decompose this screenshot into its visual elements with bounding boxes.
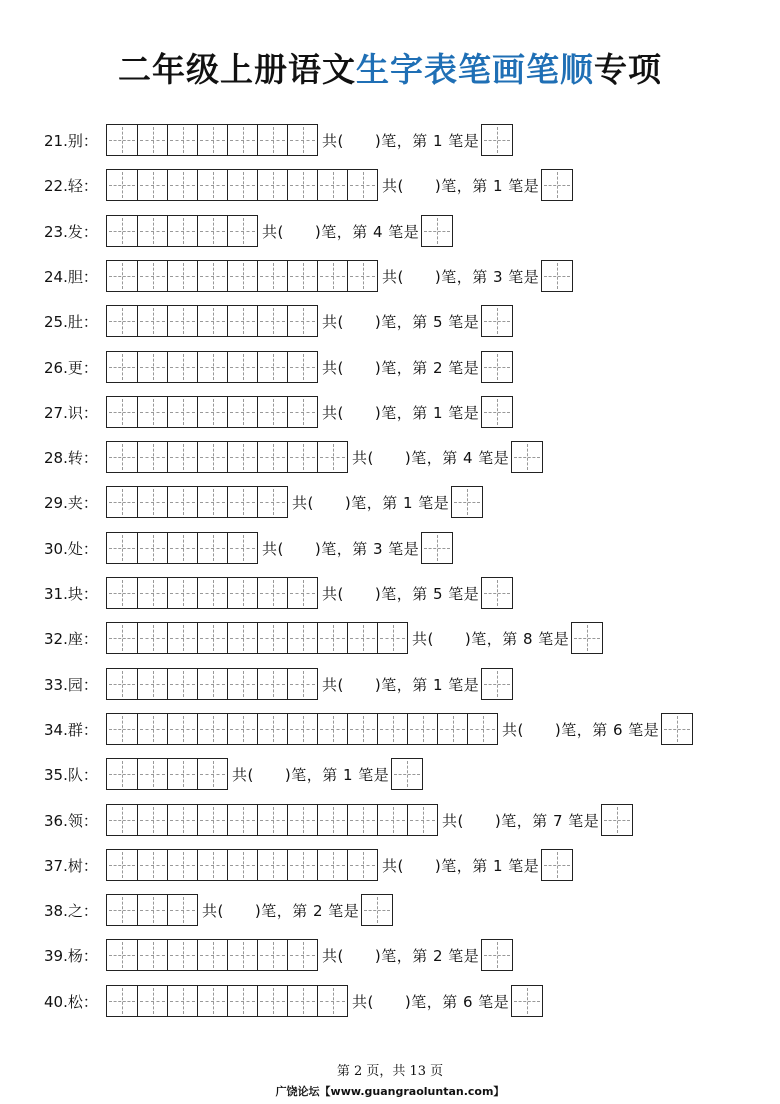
writing-cell[interactable] (227, 170, 257, 200)
answer-cell[interactable] (512, 986, 542, 1016)
exercise-label: 34.群： (44, 720, 98, 739)
stroke-order-grid[interactable] (106, 351, 318, 383)
stroke-order-grid[interactable] (106, 532, 258, 564)
writing-cell[interactable] (197, 850, 227, 880)
writing-cell[interactable] (167, 125, 197, 155)
writing-cell[interactable] (107, 578, 137, 608)
writing-cell[interactable] (107, 850, 137, 880)
stroke-question: 共( )笔，第 1 笔是 (232, 765, 390, 784)
writing-cell[interactable] (197, 216, 227, 246)
writing-cell[interactable] (257, 940, 287, 970)
answer-cell[interactable] (512, 442, 542, 472)
writing-cell[interactable] (257, 669, 287, 699)
title-part3: 专项 (594, 50, 662, 89)
writing-cell[interactable] (107, 125, 137, 155)
writing-cell[interactable] (377, 714, 407, 744)
exercise-label: 38.之： (44, 901, 98, 920)
answer-cell[interactable] (482, 940, 512, 970)
writing-cell[interactable] (437, 714, 467, 744)
writing-cell[interactable] (227, 669, 257, 699)
stroke-order-grid[interactable] (106, 622, 408, 654)
writing-cell[interactable] (287, 986, 317, 1016)
answer-cell[interactable] (392, 759, 422, 789)
answer-cell[interactable] (542, 261, 572, 291)
writing-cell[interactable] (197, 759, 227, 789)
writing-cell[interactable] (107, 306, 137, 336)
writing-cell[interactable] (137, 352, 167, 382)
exercise-row (44, 713, 693, 745)
writing-cell[interactable] (227, 306, 257, 336)
stroke-question: 共( )笔，第 1 笔是 (292, 493, 450, 512)
writing-cell[interactable] (167, 578, 197, 608)
writing-cell[interactable] (287, 125, 317, 155)
stroke-order-grid[interactable] (106, 713, 498, 745)
stroke-question: 共( )笔，第 5 笔是 (322, 584, 480, 603)
writing-cell[interactable] (167, 352, 197, 382)
writing-cell[interactable] (347, 261, 377, 291)
writing-cell[interactable] (137, 533, 167, 563)
writing-cell[interactable] (377, 623, 407, 653)
stroke-order-grid[interactable] (106, 169, 378, 201)
writing-cell[interactable] (137, 986, 167, 1016)
stroke-order-grid[interactable] (106, 758, 228, 790)
exercise-label: 25.肚： (44, 312, 98, 331)
answer-cell[interactable] (362, 895, 392, 925)
answer-cell[interactable] (422, 533, 452, 563)
exercise-row (44, 486, 483, 518)
answer-box[interactable] (481, 396, 513, 428)
writing-cell[interactable] (107, 442, 137, 472)
writing-cell[interactable] (197, 623, 227, 653)
exercise-label: 36.领： (44, 811, 98, 830)
stroke-order-grid[interactable] (106, 577, 318, 609)
writing-cell[interactable] (107, 397, 137, 427)
stroke-question: 共( )笔，第 8 笔是 (412, 629, 570, 648)
writing-cell[interactable] (287, 669, 317, 699)
answer-box[interactable] (541, 169, 573, 201)
writing-cell[interactable] (137, 216, 167, 246)
writing-cell[interactable] (257, 623, 287, 653)
exercise-label: 40.松： (44, 992, 98, 1011)
stroke-order-grid[interactable] (106, 985, 348, 1017)
writing-cell[interactable] (287, 850, 317, 880)
writing-cell[interactable] (347, 850, 377, 880)
stroke-question: 共( )笔，第 3 笔是 (262, 539, 420, 558)
stroke-order-grid[interactable] (106, 486, 288, 518)
writing-cell[interactable] (317, 623, 347, 653)
writing-cell[interactable] (317, 805, 347, 835)
writing-cell[interactable] (347, 170, 377, 200)
writing-cell[interactable] (197, 805, 227, 835)
answer-cell[interactable] (482, 397, 512, 427)
writing-cell[interactable] (167, 261, 197, 291)
writing-cell[interactable] (107, 261, 137, 291)
writing-cell[interactable] (257, 487, 287, 517)
writing-cell[interactable] (107, 669, 137, 699)
writing-cell[interactable] (317, 714, 347, 744)
writing-cell[interactable] (227, 850, 257, 880)
writing-cell[interactable] (227, 125, 257, 155)
writing-cell[interactable] (347, 623, 377, 653)
writing-cell[interactable] (167, 216, 197, 246)
stroke-question: 共( )笔，第 6 笔是 (352, 992, 510, 1011)
writing-cell[interactable] (167, 986, 197, 1016)
answer-cell[interactable] (662, 714, 692, 744)
writing-cell[interactable] (137, 487, 167, 517)
writing-cell[interactable] (197, 533, 227, 563)
stroke-question: 共( )笔，第 1 笔是 (382, 176, 540, 195)
answer-cell[interactable] (482, 306, 512, 336)
stroke-order-grid[interactable] (106, 215, 258, 247)
writing-cell[interactable] (287, 940, 317, 970)
answer-box[interactable] (481, 351, 513, 383)
stroke-order-grid[interactable] (106, 849, 378, 881)
writing-cell[interactable] (137, 669, 167, 699)
writing-cell[interactable] (137, 170, 167, 200)
exercise-label: 26.更： (44, 358, 98, 377)
answer-box[interactable] (451, 486, 483, 518)
writing-cell[interactable] (227, 261, 257, 291)
writing-cell[interactable] (227, 533, 257, 563)
writing-cell[interactable] (257, 352, 287, 382)
writing-cell[interactable] (167, 805, 197, 835)
exercise-row (44, 804, 633, 836)
stroke-question: 共( )笔，第 7 笔是 (442, 811, 600, 830)
exercise-row (44, 894, 393, 926)
stroke-order-grid[interactable] (106, 260, 378, 292)
writing-cell[interactable] (227, 940, 257, 970)
stroke-order-grid[interactable] (106, 804, 438, 836)
writing-cell[interactable] (257, 170, 287, 200)
exercise-row (44, 985, 543, 1017)
answer-cell[interactable] (452, 487, 482, 517)
stroke-question: 共( )笔，第 1 笔是 (382, 856, 540, 875)
stroke-question: 共( )笔，第 1 笔是 (322, 675, 480, 694)
writing-cell[interactable] (107, 986, 137, 1016)
exercise-label: 37.树： (44, 856, 98, 875)
stroke-question: 共( )笔，第 1 笔是 (322, 403, 480, 422)
writing-cell[interactable] (347, 805, 377, 835)
answer-box[interactable] (481, 305, 513, 337)
writing-cell[interactable] (167, 442, 197, 472)
writing-cell[interactable] (227, 986, 257, 1016)
writing-cell[interactable] (287, 261, 317, 291)
writing-cell[interactable] (197, 261, 227, 291)
exercise-label: 32.座： (44, 629, 98, 648)
stroke-question: 共( )笔，第 2 笔是 (322, 358, 480, 377)
writing-cell[interactable] (287, 805, 317, 835)
stroke-order-grid[interactable] (106, 441, 348, 473)
writing-cell[interactable] (167, 940, 197, 970)
writing-cell[interactable] (227, 442, 257, 472)
writing-cell[interactable] (197, 352, 227, 382)
stroke-question: 共( )笔，第 6 笔是 (502, 720, 660, 739)
writing-cell[interactable] (197, 306, 227, 336)
writing-cell[interactable] (317, 442, 347, 472)
writing-cell[interactable] (227, 216, 257, 246)
writing-cell[interactable] (107, 895, 137, 925)
writing-cell[interactable] (227, 487, 257, 517)
writing-cell[interactable] (287, 306, 317, 336)
writing-cell[interactable] (257, 397, 287, 427)
writing-cell[interactable] (167, 759, 197, 789)
answer-box[interactable] (481, 668, 513, 700)
writing-cell[interactable] (317, 850, 347, 880)
writing-cell[interactable] (137, 623, 167, 653)
writing-cell[interactable] (257, 125, 287, 155)
writing-cell[interactable] (287, 352, 317, 382)
writing-cell[interactable] (167, 397, 197, 427)
writing-cell[interactable] (197, 986, 227, 1016)
writing-cell[interactable] (137, 306, 167, 336)
answer-box[interactable] (391, 758, 423, 790)
writing-cell[interactable] (107, 170, 137, 200)
writing-cell[interactable] (317, 986, 347, 1016)
stroke-order-grid[interactable] (106, 894, 198, 926)
exercise-row (44, 124, 513, 156)
writing-cell[interactable] (107, 487, 137, 517)
answer-cell[interactable] (602, 805, 632, 835)
writing-cell[interactable] (287, 397, 317, 427)
answer-cell[interactable] (482, 578, 512, 608)
answer-cell[interactable] (422, 216, 452, 246)
writing-cell[interactable] (107, 759, 137, 789)
exercise-label: 33.园： (44, 675, 98, 694)
exercise-label: 30.处： (44, 539, 98, 558)
writing-cell[interactable] (197, 714, 227, 744)
exercise-row (44, 351, 513, 383)
writing-cell[interactable] (257, 578, 287, 608)
writing-cell[interactable] (197, 940, 227, 970)
answer-cell[interactable] (542, 850, 572, 880)
writing-cell[interactable] (257, 442, 287, 472)
writing-cell[interactable] (167, 623, 197, 653)
writing-cell[interactable] (197, 442, 227, 472)
writing-cell[interactable] (347, 714, 377, 744)
writing-cell[interactable] (167, 714, 197, 744)
exercise-row (44, 396, 513, 428)
stroke-order-grid[interactable] (106, 124, 318, 156)
exercise-row (44, 532, 453, 564)
writing-cell[interactable] (197, 578, 227, 608)
exercise-row (44, 215, 453, 247)
writing-cell[interactable] (257, 850, 287, 880)
page-number: 第 2 页，共 13 页 (336, 1064, 444, 1079)
answer-box[interactable] (601, 804, 633, 836)
writing-cell[interactable] (257, 986, 287, 1016)
writing-cell[interactable] (197, 397, 227, 427)
answer-cell[interactable] (482, 125, 512, 155)
writing-cell[interactable] (257, 805, 287, 835)
stroke-question: 共( )笔，第 4 笔是 (352, 448, 510, 467)
writing-cell[interactable] (137, 940, 167, 970)
stroke-order-grid[interactable] (106, 396, 318, 428)
exercise-row (44, 260, 573, 292)
answer-cell[interactable] (482, 352, 512, 382)
answer-box[interactable] (511, 985, 543, 1017)
exercise-row (44, 577, 513, 609)
answer-box[interactable] (481, 124, 513, 156)
answer-box[interactable] (541, 260, 573, 292)
writing-cell[interactable] (137, 850, 167, 880)
answer-cell[interactable] (572, 623, 602, 653)
writing-cell[interactable] (287, 170, 317, 200)
stroke-order-grid[interactable] (106, 939, 318, 971)
answer-box[interactable] (481, 939, 513, 971)
writing-cell[interactable] (287, 442, 317, 472)
exercise-label: 31.块： (44, 584, 98, 603)
exercise-label: 28.转： (44, 448, 98, 467)
writing-cell[interactable] (257, 306, 287, 336)
writing-cell[interactable] (107, 805, 137, 835)
answer-box[interactable] (421, 532, 453, 564)
exercise-row (44, 849, 573, 881)
answer-box[interactable] (571, 622, 603, 654)
writing-cell[interactable] (167, 533, 197, 563)
writing-cell[interactable] (197, 487, 227, 517)
exercise-label: 21.别： (44, 131, 98, 150)
stroke-order-grid[interactable] (106, 305, 318, 337)
writing-cell[interactable] (377, 805, 407, 835)
writing-cell[interactable] (197, 669, 227, 699)
exercise-row (44, 758, 423, 790)
writing-cell[interactable] (137, 125, 167, 155)
exercise-row (44, 668, 513, 700)
answer-box[interactable] (361, 894, 393, 926)
writing-cell[interactable] (107, 714, 137, 744)
writing-cell[interactable] (137, 442, 167, 472)
site-credit: 广饶论坛【www.guangraoluntan.com】 (275, 1085, 505, 1098)
exercise-label: 23.发： (44, 222, 98, 241)
stroke-question: 共( )笔，第 2 笔是 (202, 901, 360, 920)
writing-cell[interactable] (107, 533, 137, 563)
writing-cell[interactable] (167, 487, 197, 517)
writing-cell[interactable] (407, 714, 437, 744)
writing-cell[interactable] (107, 216, 137, 246)
answer-cell[interactable] (482, 669, 512, 699)
writing-cell[interactable] (317, 170, 347, 200)
exercise-row (44, 169, 573, 201)
title-part2: 生字表笔画笔顺 (356, 50, 594, 89)
writing-cell[interactable] (107, 940, 137, 970)
exercise-row (44, 939, 513, 971)
answer-box[interactable] (661, 713, 693, 745)
stroke-question: 共( )笔，第 1 笔是 (322, 131, 480, 150)
writing-cell[interactable] (137, 714, 167, 744)
writing-cell[interactable] (227, 714, 257, 744)
writing-cell[interactable] (227, 623, 257, 653)
writing-cell[interactable] (227, 805, 257, 835)
writing-cell[interactable] (227, 578, 257, 608)
exercise-label: 35.队： (44, 765, 98, 784)
writing-cell[interactable] (137, 397, 167, 427)
writing-cell[interactable] (167, 669, 197, 699)
writing-cell[interactable] (167, 306, 197, 336)
answer-box[interactable] (421, 215, 453, 247)
exercise-row (44, 305, 513, 337)
writing-cell[interactable] (107, 623, 137, 653)
exercise-row (44, 441, 543, 473)
writing-cell[interactable] (167, 895, 197, 925)
stroke-order-grid[interactable] (106, 668, 318, 700)
writing-cell[interactable] (197, 125, 227, 155)
exercise-label: 22.轻： (44, 176, 98, 195)
writing-cell[interactable] (107, 352, 137, 382)
exercise-label: 29.夹： (44, 493, 98, 512)
writing-cell[interactable] (167, 170, 197, 200)
answer-cell[interactable] (542, 170, 572, 200)
answer-box[interactable] (541, 849, 573, 881)
answer-box[interactable] (511, 441, 543, 473)
title-part1: 二年级上册语文 (118, 50, 356, 89)
writing-cell[interactable] (407, 805, 437, 835)
writing-cell[interactable] (287, 578, 317, 608)
exercise-label: 24.胆： (44, 267, 98, 286)
writing-cell[interactable] (137, 261, 167, 291)
stroke-question: 共( )笔，第 4 笔是 (262, 222, 420, 241)
writing-cell[interactable] (197, 170, 227, 200)
writing-cell[interactable] (137, 578, 167, 608)
exercise-row (44, 622, 603, 654)
writing-cell[interactable] (227, 352, 257, 382)
writing-cell[interactable] (257, 261, 287, 291)
exercise-label: 27.识： (44, 403, 98, 422)
stroke-question: 共( )笔，第 5 笔是 (322, 312, 480, 331)
writing-cell[interactable] (227, 397, 257, 427)
stroke-question: 共( )笔，第 3 笔是 (382, 267, 540, 286)
writing-cell[interactable] (137, 759, 167, 789)
writing-cell[interactable] (137, 805, 167, 835)
stroke-question: 共( )笔，第 2 笔是 (322, 946, 480, 965)
writing-cell[interactable] (167, 850, 197, 880)
writing-cell[interactable] (467, 714, 497, 744)
answer-box[interactable] (481, 577, 513, 609)
writing-cell[interactable] (317, 261, 347, 291)
page-title (0, 44, 780, 91)
writing-cell[interactable] (137, 895, 167, 925)
exercise-label: 39.杨： (44, 946, 98, 965)
writing-cell[interactable] (257, 714, 287, 744)
writing-cell[interactable] (287, 714, 317, 744)
writing-cell[interactable] (287, 623, 317, 653)
